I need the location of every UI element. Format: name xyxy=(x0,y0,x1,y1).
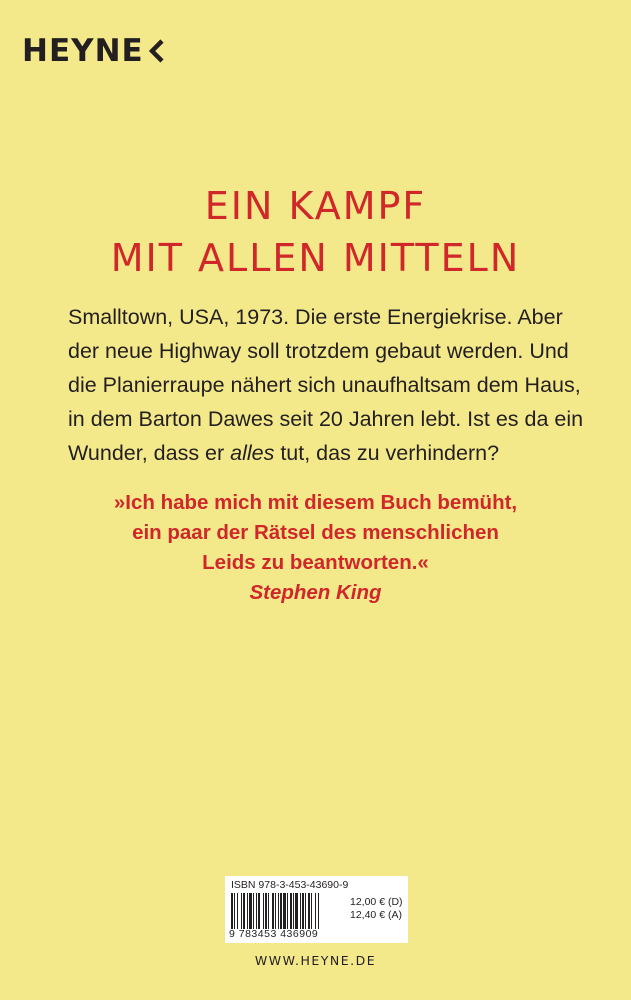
barcode-bars xyxy=(231,893,343,929)
barcode-bar xyxy=(256,893,257,929)
barcode-bar xyxy=(311,893,312,929)
barcode-bar xyxy=(305,893,306,929)
barcode-bar xyxy=(280,893,282,929)
blurb-text xyxy=(68,300,601,470)
barcode-label xyxy=(225,876,408,943)
barcode-bar xyxy=(293,893,294,929)
barcode-bar xyxy=(265,893,267,929)
quote-line-3: Leids zu beantworten.« xyxy=(202,551,429,574)
barcode-bar xyxy=(315,893,316,929)
headline-line-2: MIT ALLEN MITTELN xyxy=(110,236,521,280)
barcode-bar xyxy=(258,893,260,929)
publisher-logo xyxy=(22,33,165,69)
quote-line-2: ein paar der Rätsel des menschlichen xyxy=(132,521,499,544)
barcode-bar xyxy=(272,893,274,929)
quote-line-1: »Ich habe mich mit diesem Buch bemüht, xyxy=(113,491,518,514)
barcode-bar xyxy=(231,893,233,929)
quote-author: Stephen King xyxy=(249,581,382,604)
barcode-bar xyxy=(275,893,276,929)
barcode-digits: 9 783453 436909 xyxy=(229,928,319,940)
blurb-line-4: in dem Barton Dawes seit 20 Jahren lebt. Ist es da ein xyxy=(68,407,584,431)
author-quote xyxy=(0,488,631,608)
headline xyxy=(0,180,631,284)
publisher-logo-text: HEYNE xyxy=(22,33,144,69)
barcode-bar xyxy=(241,893,242,929)
barcode-bar xyxy=(295,893,298,929)
barcode-bar xyxy=(253,893,254,929)
price-austria: 12,40 € (A) xyxy=(350,909,402,921)
chevron-left-icon xyxy=(149,39,165,63)
headline-line-1: EIN KAMPF xyxy=(204,184,427,228)
barcode-bar xyxy=(290,893,292,929)
barcode-bar xyxy=(283,893,286,929)
barcode-bar xyxy=(237,893,238,929)
barcode-bar xyxy=(278,893,279,929)
price-germany: 12,00 € (D) xyxy=(350,896,403,908)
blurb-line-5-post: tut, das zu verhindern? xyxy=(274,441,500,465)
barcode-bar xyxy=(234,893,235,929)
blurb-line-3: die Planierraupe nähert sich unaufhaltsam dem Haus, xyxy=(68,373,581,397)
barcode-bar xyxy=(263,893,264,929)
barcode-bar xyxy=(287,893,288,929)
barcode-bar xyxy=(302,893,304,929)
barcode-bar xyxy=(243,893,245,929)
barcode-bar xyxy=(268,893,269,929)
isbn-text: ISBN 978-3-453-43690-9 xyxy=(231,879,349,891)
blurb-line-5-pre: Wunder, dass er xyxy=(68,441,231,465)
blurb-emphasis: alles xyxy=(230,441,275,465)
blurb-line-2: der neue Highway soll trotzdem gebaut werden. Und xyxy=(68,339,569,363)
blurb-line-5 xyxy=(68,436,601,470)
barcode-bar xyxy=(249,893,252,929)
barcode-bar xyxy=(318,893,319,929)
barcode-bar xyxy=(247,893,248,929)
barcode-bar xyxy=(300,893,301,929)
barcode-bar xyxy=(308,893,310,929)
website-url: WWW.HEYNE.DE xyxy=(254,953,377,968)
blurb-line-1: Smalltown, USA, 1973. Die erste Energiekrise. Aber xyxy=(68,305,563,329)
